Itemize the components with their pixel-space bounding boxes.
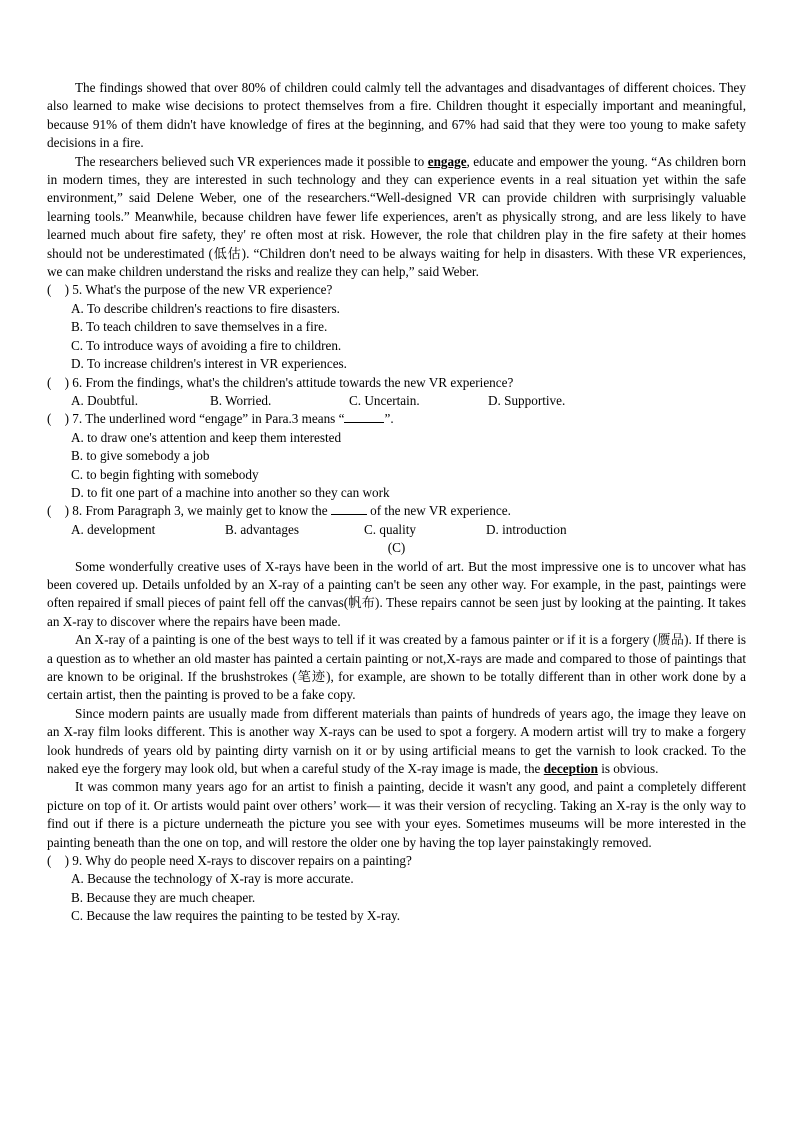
question-stem: ( ) 8. From Paragraph 3, we mainly get to know the of the new VR experience. [47,503,511,519]
answer-blank [344,410,384,423]
option-c: C. Uncertain. [349,392,420,408]
option-d: D. to fit one part of a machine into another so they can work [71,484,390,500]
passage-c-paragraph-4: It was common many years ago for an artist to finish a painting, decide it wasn't any good, and paint a completely different picture on top of it. Or artists would paint over others’ work— it was their version of recycling. Taking an X-ray is the only way to find out if there is a picture underneath the picture you see with your eyes. Sometimes museums will be more interested in the painting beneath than the one on top, and will restore the older one by having the top layer painstakingly removed. [47,779,746,850]
question-stem: ( ) 6. From the findings, what's the children's attitude towards the new VR experience? [47,374,514,390]
question-9 [47,852,746,926]
option-d: D. To increase children's interest in VR experiences. [71,356,347,372]
question-stem: ( ) 7. The underlined word “engage” in Para.3 means “ ”. [47,411,394,427]
option-c: C. to begin fighting with somebody [71,466,259,482]
option-b: B. to give somebody a job [71,448,210,464]
option-b: B. To teach children to save themselves in a fire. [71,319,328,335]
question-7 [47,410,746,502]
underlined-word-engage: engage [427,153,467,169]
option-b: B. Worried. [210,392,272,408]
option-a: A. to draw one's attention and keep them interested [71,429,342,445]
question-6 [47,374,746,411]
option-c: C. To introduce ways of avoiding a fire to children. [71,337,342,353]
option-b: B. advantages [225,521,299,537]
option-a: A. To describe children's reactions to fire disasters. [71,300,340,316]
option-a: A. development [71,521,156,537]
answer-blank [331,502,367,515]
option-b: B. Because they are much cheaper. [71,889,256,905]
option-d: D. Supportive. [488,392,566,408]
section-c-heading: (C) [387,540,406,556]
exam-page [47,79,746,926]
options-row [71,521,746,539]
passage-b-paragraph-2: The researchers believed such VR experiences made it possible to engage, educate and empower the young. “As children born in modern times, they are interested in such technology and they can experience events in a real situation yet within the safe environment,” said Delene Weber, one of the researchers.“Well-designed VR can provide children with surprisingly valuable learning tools.” Meanwhile, because children have fewer life experiences, aren't as physically strong, and are less likely to have learned much about fire safety, they' re often most at risk. However, the role that children play in the fire safety at their homes should not be underestimated (低估). “Children don't need to be always waiting for help in disasters. With these VR experiences, we can make children understand the risks and realize they can help,” said Weber. [47,153,746,280]
question-stem: ( ) 5. What's the purpose of the new VR experience? [47,282,333,298]
passage-b-paragraph-1: The findings showed that over 80% of children could calmly tell the advantages and disadvantages of different choices. They also learned to make wise decisions to protect themselves from a fire. Children thought it especially important and meaningful, because 91% of them didn't have knowledge of fires at the beginning, and 67% had said that they were too young to make safety decisions in a fire. [47,80,746,151]
passage-c-paragraph-2: An X-ray of a painting is one of the best ways to tell if it was created by a famous painter or if it is a forgery (赝品). If there is a question as to whether an old master has painted a certain painting or not,X-rays are made and compared to those of paintings that are known to be original. If the brushstrokes (笔迹), for example, are shown to be totally different than in other work done by a certain artist, then the painting is proved to be a fake copy. [47,632,746,703]
option-c: C. quality [364,521,417,537]
question-5 [47,281,746,373]
question-stem: ( ) 9. Why do people need X-rays to discover repairs on a painting? [47,853,412,869]
options-row [71,392,746,410]
underlined-word-deception: deception [543,761,598,777]
option-d: D. introduction [486,521,567,537]
passage-c-paragraph-1: Some wonderfully creative uses of X-rays have been in the world of art. But the most impressive one is to uncover what has been covered up. Details unfolded by an X-ray of a painting can't be seen any other way. For example, in the past, paintings were often repaired if small pieces of paint fell off the canvas(帆布). These repairs cannot be seen just by looking at the painting. It takes an X-ray to discover where the repairs have been made. [47,558,746,629]
option-a: A. Because the technology of X-ray is more accurate. [71,871,354,887]
passage-c-paragraph-3: Since modern paints are usually made from different materials than paints of hundreds of years ago, the image they leave on an X-ray film looks different. This is another way X-rays can be used to spot a forgery. A modern artist will try to make a forgery look hundreds of years old by painting dirty varnish on it or by using artificial means to get the varnish to look cracked. To the naked eye the forgery may look old, but when a careful study of the X-ray image is made, the deception is obvious. [47,705,746,777]
option-a: A. Doubtful. [71,392,139,408]
option-c: C. Because the law requires the painting to be tested by X-ray. [71,908,401,924]
question-8 [47,502,746,539]
